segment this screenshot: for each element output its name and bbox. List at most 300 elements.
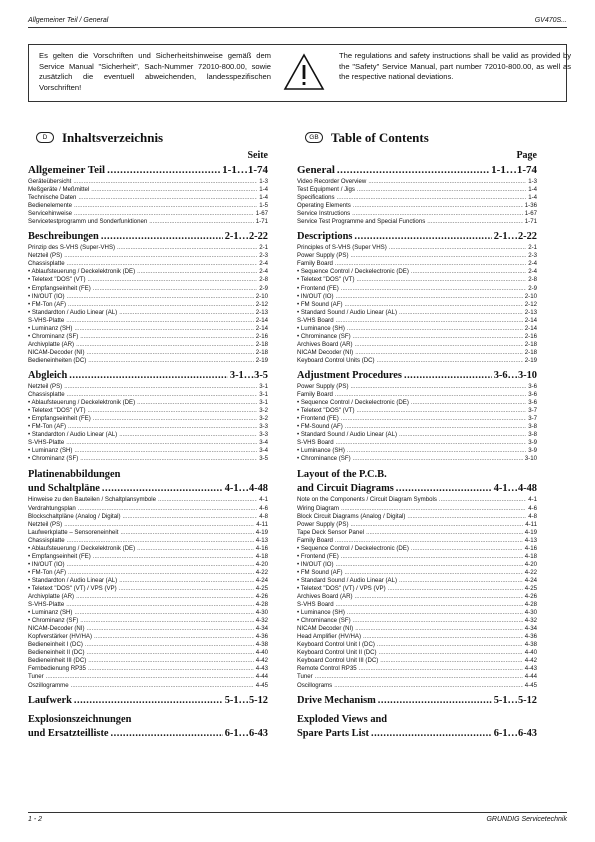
toc-entry — [28, 545, 268, 553]
toc-entry-label: Archives Board (AR) — [297, 340, 353, 348]
toc-entry — [297, 665, 537, 673]
toc-entry-label: Bedieneinheiten (DC) — [28, 356, 87, 364]
toc-entry-page: 2-19 — [524, 356, 537, 364]
section-title-line1: Layout of the P.C.B. — [297, 469, 387, 481]
dot-leader — [353, 202, 523, 210]
toc-entry-label: Tape Deck Sensor Panel — [297, 528, 365, 536]
section-title: und Schaltpläne — [28, 483, 100, 495]
toc-entry — [297, 569, 537, 577]
toc-entry-page: 2-4 — [259, 268, 268, 276]
dot-leader — [347, 609, 523, 617]
toc-entry-label: Bedieneinheit III (DC) — [28, 657, 87, 665]
toc-entry-label: • Empfangseinheit (FE) — [28, 415, 91, 423]
toc-entry — [28, 657, 268, 665]
toc-entry-page: 2-12 — [524, 300, 537, 308]
warning-triangle-icon — [283, 53, 325, 91]
toc-entry — [28, 186, 268, 194]
dot-leader — [68, 569, 254, 577]
dot-leader — [388, 585, 523, 593]
toc-entry — [28, 601, 268, 609]
dot-leader — [93, 285, 257, 293]
toc-entry-label: Test Equipment / Jigs — [297, 186, 355, 194]
toc-entry-label: S-VHS-Platte — [28, 316, 65, 324]
toc-entry-label: Family Board — [297, 536, 333, 544]
dot-leader — [120, 529, 253, 537]
toc-entry-page: 3-9 — [528, 439, 537, 447]
toc-entry-page: 4-16 — [255, 544, 268, 552]
toc-entry-label: • Ablaufsteuerung / Deckelektronik (DE) — [28, 544, 136, 552]
toc-entry — [297, 496, 537, 504]
toc-entry — [28, 521, 268, 529]
toc-entry-label: Chassisplatte — [28, 536, 65, 544]
toc-entry-label: Operating Elements — [297, 202, 351, 210]
toc-entry-label: • Ablaufsteuerung / Deckelektronik (DE) — [28, 268, 136, 276]
toc-entry-page: 3-8 — [528, 431, 537, 439]
toc-entry — [297, 210, 537, 218]
toc-entry — [297, 577, 537, 585]
toc-entry-label: Bedienelemente — [28, 202, 73, 210]
toc-entry-page: 2-4 — [259, 260, 268, 268]
dot-leader — [354, 229, 491, 244]
dot-leader — [87, 349, 254, 357]
toc-entry-label: • Luminance (SH) — [297, 447, 345, 455]
toc-entry-page: 1-4 — [259, 186, 268, 194]
toc-entry-page: 4-24 — [255, 576, 268, 584]
dot-leader — [399, 577, 523, 585]
dot-leader — [74, 210, 254, 218]
toc-entry-page: 1-67 — [524, 210, 537, 218]
toc-entry-page: 3-8 — [528, 423, 537, 431]
dot-leader — [80, 617, 254, 625]
toc-entry-label: Netzteil (PS) — [28, 252, 63, 260]
toc-entry-label: Principles of S-VHS (Super VHS) — [297, 244, 387, 252]
dot-leader — [119, 577, 254, 585]
toc-entry-label: Archives Board (AR) — [297, 593, 353, 601]
language-badge-gb: GB — [305, 132, 323, 143]
toc-entry-page: 2-10 — [255, 292, 268, 300]
section-title: Adjustment Procedures — [297, 369, 402, 381]
section-heading — [297, 726, 537, 741]
section-page-range: 2-1…2-22 — [224, 231, 268, 243]
toc-entry-label: • Empfangseinheit (FE) — [28, 284, 91, 292]
toc-entry — [297, 455, 537, 463]
toc-entry — [297, 673, 537, 681]
toc-entry-page: 4-36 — [255, 633, 268, 641]
toc-entry-page: 4-6 — [528, 504, 537, 512]
toc-entry — [28, 553, 268, 561]
dot-leader — [353, 617, 523, 625]
toc-entry-page: 4-28 — [524, 601, 537, 609]
toc-entry-page: 1-5 — [259, 202, 268, 210]
dot-leader — [67, 260, 258, 268]
dot-leader — [93, 553, 254, 561]
toc-entry — [28, 505, 268, 513]
toc-entry-page: 4-36 — [524, 633, 537, 641]
toc-entry — [297, 423, 537, 431]
toc-entry-label: • Teletext "DOS" (VT) — [297, 407, 355, 415]
dot-leader — [377, 641, 523, 649]
toc-entry-label: Archivplatte (AR) — [28, 593, 75, 601]
toc-entry-label: Blockschaltpläne (Analog / Digital) — [28, 512, 121, 520]
dot-leader — [353, 455, 523, 463]
toc-entry — [28, 537, 268, 545]
toc-entry — [297, 357, 537, 365]
toc-entry — [28, 496, 268, 504]
toc-entry-label: Fernbedienung RP35 — [28, 665, 86, 673]
dot-leader — [137, 545, 254, 553]
toc-entry — [297, 341, 537, 349]
dot-leader — [368, 178, 526, 186]
toc-entry-page: 4-34 — [524, 625, 537, 633]
toc-entry-page: 4-24 — [524, 576, 537, 584]
dot-leader — [78, 505, 257, 513]
toc-entry-label: • Chrominance (SF) — [297, 332, 351, 340]
toc-entry — [297, 641, 537, 649]
toc-entry-label: Verdrahtungsplan — [28, 504, 76, 512]
dot-leader — [315, 673, 523, 681]
toc-entry-page: 4-34 — [255, 625, 268, 633]
toc-entry-page: 1-67 — [255, 210, 268, 218]
footer-page-number: 1 - 2 — [28, 816, 43, 823]
toc-entry — [28, 617, 268, 625]
toc-entry-label: Tuner — [297, 673, 313, 681]
toc-entry-page: 1-3 — [259, 178, 268, 185]
toc-entry-page: 2-9 — [528, 284, 537, 292]
toc-entry-page: 3-4 — [259, 439, 268, 447]
toc-entry — [297, 617, 537, 625]
section-gap — [28, 463, 268, 466]
dot-leader — [336, 439, 527, 447]
toc-entry — [28, 202, 268, 210]
toc-entry-page: 2-16 — [524, 332, 537, 340]
dot-leader — [107, 163, 220, 178]
toc-entry-label: Bedieneinheit I (DC) — [28, 641, 83, 649]
toc-entry-page: 4-38 — [255, 641, 268, 649]
toc-entry — [297, 447, 537, 455]
toc-entry-page: 4-11 — [256, 520, 268, 528]
toc-entry-label: S-VHS Board — [297, 316, 334, 324]
dot-leader — [347, 325, 523, 333]
section-page-range: 5-1…5-12 — [224, 694, 268, 706]
toc-entry — [28, 431, 268, 439]
toc-entry-label: Service Instructions — [297, 210, 351, 218]
toc-entry-page: 2-1 — [528, 244, 537, 252]
dot-leader — [87, 625, 254, 633]
toc-entry — [28, 301, 268, 309]
header-left-text: Allgemeiner Teil / General — [28, 17, 109, 24]
dot-leader — [355, 341, 523, 349]
toc-entry-page: 4-22 — [524, 568, 537, 576]
toc-entry-label: Block Circuit Diagrams (Analog / Digital) — [297, 512, 406, 520]
toc-entry-page: 4-44 — [255, 673, 268, 681]
dot-leader — [67, 537, 254, 545]
section-heading — [297, 163, 537, 178]
toc-entry — [28, 178, 268, 186]
toc-entry-page: 2-12 — [255, 300, 268, 308]
dot-leader — [87, 276, 257, 284]
dot-leader — [427, 218, 523, 226]
section-title-line1: Exploded Views and — [297, 713, 388, 725]
dot-leader — [66, 439, 257, 447]
safety-notice-german: Es gelten die Vorschriften und Sicherheitshinweise gemäß dem Service Manual "Sicherheit", Sach-Nummer 72010-800.00, sowie zusätzlich die eventuell abweichenden, landesspezifischen Vorschriften! — [39, 51, 271, 92]
toc-entry-page: 4-13 — [255, 536, 268, 544]
toc-entry — [28, 513, 268, 521]
toc-entry — [297, 218, 537, 226]
dot-leader — [68, 423, 257, 431]
toc-entry-label: Servicehinweise — [28, 210, 73, 218]
toc-entry-page: 4-1 — [259, 496, 268, 504]
toc-entry — [28, 325, 268, 333]
toc-entry — [28, 383, 268, 391]
toc-entry-page: 4-26 — [524, 593, 537, 601]
toc-entry-label: • FM Sound (AF) — [297, 568, 343, 576]
dot-leader — [74, 325, 253, 333]
toc-entry-page: 3-10 — [524, 455, 537, 463]
toc-entry-label: • Luminance (SH) — [297, 609, 345, 617]
toc-entry — [297, 285, 537, 293]
toc-entry — [297, 301, 537, 309]
toc-entry — [297, 194, 537, 202]
contents-heading-german — [28, 130, 268, 148]
dot-leader — [94, 633, 254, 641]
toc-entry-page: 4-19 — [524, 528, 537, 536]
toc-entry-page: 1-4 — [259, 194, 268, 202]
toc-entry-label: • Luminanz (SH) — [28, 447, 73, 455]
toc-entry-label: Family Board — [297, 260, 333, 268]
toc-entry — [297, 553, 537, 561]
toc-entry — [28, 585, 268, 593]
section-heading — [28, 163, 268, 178]
section-heading — [297, 229, 537, 244]
dot-leader — [396, 481, 492, 496]
toc-entry-page: 4-32 — [255, 617, 268, 625]
dot-leader — [407, 513, 526, 521]
toc-entry — [28, 391, 268, 399]
toc-entry-label: • Luminanz (SH) — [28, 609, 73, 617]
toc-entry-label: S-VHS Board — [297, 439, 334, 447]
toc-entry — [297, 521, 537, 529]
toc-entry-label: NICAM-Decoder (NI) — [28, 348, 85, 356]
toc-entry-page: 2-9 — [259, 284, 268, 292]
toc-entry-label: • Frontend (FE) — [297, 552, 339, 560]
toc-entry-page: 2-10 — [524, 292, 537, 300]
toc-entry — [28, 415, 268, 423]
dot-leader — [85, 641, 254, 649]
toc-entry-page: 4-11 — [525, 520, 537, 528]
toc-entry-label: Netzteil (PS) — [28, 520, 63, 528]
toc-entry-page: 2-13 — [255, 308, 268, 316]
toc-entry-page: 2-19 — [255, 356, 268, 364]
dot-leader — [78, 194, 257, 202]
toc-entry-page: 4-25 — [255, 584, 268, 592]
toc-entry-label: Oszillogramme — [28, 681, 69, 689]
dot-leader — [347, 447, 526, 455]
toc-entry-page: 3-1 — [259, 391, 268, 399]
toc-entry — [28, 309, 268, 317]
page-column-label-german: Seite — [247, 150, 268, 161]
section-page-range: 4-1…4-48 — [493, 483, 537, 495]
toc-entry-label: • Teletext "DOS" (VT) — [297, 276, 355, 284]
toc-entry — [297, 415, 537, 423]
dot-leader — [371, 726, 492, 741]
toc-entry-page: 3-7 — [528, 407, 537, 415]
section-page-range: 4-1…4-48 — [224, 483, 268, 495]
toc-entry — [297, 349, 537, 357]
toc-entry — [28, 439, 268, 447]
section-page-range: 1-1…1-74 — [222, 164, 268, 176]
section-title: General — [297, 164, 335, 176]
toc-entry-page: 4-20 — [255, 560, 268, 568]
toc-entry-page: 4-40 — [524, 649, 537, 657]
toc-entry-page: 4-18 — [524, 552, 537, 560]
toc-entry-page: 3-9 — [528, 447, 537, 455]
toc-entry-label: Kopfverstärker (HV/HA) — [28, 633, 92, 641]
dot-leader — [366, 529, 523, 537]
toc-entry — [297, 244, 537, 252]
dot-leader — [64, 252, 257, 260]
dot-leader — [399, 431, 526, 439]
toc-entry — [297, 407, 537, 415]
toc-entry-page: 2-1 — [259, 244, 268, 252]
toc-entry-page: 2-14 — [255, 324, 268, 332]
page-column-label-english: Page — [516, 150, 537, 161]
section-title: Beschreibungen — [28, 231, 99, 243]
section-title-line1: Explosionszeichnungen — [28, 713, 132, 725]
toc-entry — [28, 455, 268, 463]
dot-leader — [352, 210, 523, 218]
dot-leader — [359, 665, 523, 673]
dot-leader — [350, 383, 526, 391]
toc-entry — [297, 431, 537, 439]
toc-entry-page: 2-18 — [524, 348, 537, 356]
toc-entry — [28, 244, 268, 252]
toc-entry — [28, 357, 268, 365]
toc-entry-page: 4-42 — [255, 657, 268, 665]
toc-entry — [28, 649, 268, 657]
toc-entry — [28, 593, 268, 601]
section-list-english — [297, 163, 537, 741]
dot-leader — [377, 357, 523, 365]
toc-entry-label: Chassisplatte — [28, 391, 65, 399]
dot-leader — [91, 186, 257, 194]
toc-entry-page: 2-8 — [528, 276, 537, 284]
dot-leader — [73, 178, 257, 186]
toc-entry-page: 4-19 — [255, 528, 268, 536]
dot-leader — [68, 301, 254, 309]
toc-entry — [297, 252, 537, 260]
toc-entry — [297, 625, 537, 633]
toc-entry-page: 4-43 — [255, 665, 268, 673]
safety-notice-english: The regulations and safety instructions shall be valid as provided by the "Safety" Service Manual, part number 72010-800.00, as well as the respective national deviations. — [339, 51, 571, 82]
toc-entry-label: • Standard Sound / Audio Linear (AL) — [297, 308, 398, 316]
toc-entry-page: 2-14 — [255, 316, 268, 324]
toc-entry-label: • Standard Sound / Audio Linear (AL) — [297, 431, 398, 439]
dot-leader — [76, 593, 254, 601]
toc-entry-label: Keyboard Control Unit I (DC) — [297, 641, 375, 649]
toc-entry — [297, 609, 537, 617]
toc-entry — [28, 341, 268, 349]
toc-entry-label: NICAM-Decoder (NI) — [28, 625, 85, 633]
dot-leader — [379, 649, 523, 657]
dot-leader — [102, 481, 223, 496]
dot-leader — [117, 244, 257, 252]
toc-entry-page: 2-16 — [255, 332, 268, 340]
section-page-range: 3-1…3-5 — [229, 369, 268, 381]
dot-leader — [80, 333, 254, 341]
dot-leader — [341, 415, 526, 423]
toc-entry-label: Wiring Diagram — [297, 504, 339, 512]
section-heading — [28, 368, 268, 383]
dot-leader — [356, 276, 526, 284]
dot-leader — [101, 229, 223, 244]
toc-entry — [297, 545, 537, 553]
toc-entry-label: Servicetestprogramm und Sonderfunktionen — [28, 218, 148, 226]
toc-entry-label: Remote Control RP35 — [297, 665, 357, 673]
toc-entry-page: 1-4 — [528, 194, 537, 202]
toc-entry-page: 4-13 — [524, 536, 537, 544]
toc-entry — [28, 569, 268, 577]
section-title: Drive Mechanism — [297, 694, 376, 706]
section-gap — [297, 708, 537, 711]
toc-entry-page: 4-30 — [255, 609, 268, 617]
section-heading — [28, 229, 268, 244]
toc-entry-page: 4-20 — [524, 560, 537, 568]
dot-leader — [411, 399, 526, 407]
toc-entry-label: • Frontend (FE) — [297, 284, 339, 292]
dot-leader — [335, 391, 526, 399]
toc-entry — [297, 186, 537, 194]
dot-leader — [399, 309, 523, 317]
toc-entry-label: Power Supply (PS) — [297, 520, 349, 528]
toc-entry-label: • Empfangseinheit (FE) — [28, 552, 91, 560]
dot-leader — [66, 601, 254, 609]
toc-entry — [28, 609, 268, 617]
toc-entry-label: • Chrominanz (SF) — [28, 455, 79, 463]
toc-entry-page: 2-4 — [528, 268, 537, 276]
toc-entry — [28, 447, 268, 455]
toc-entry-page: 3-6 — [528, 382, 537, 390]
toc-entry-page: 2-14 — [524, 324, 537, 332]
toc-entry — [28, 194, 268, 202]
dot-leader — [74, 202, 257, 210]
toc-entry — [28, 423, 268, 431]
dot-leader — [345, 423, 526, 431]
toc-entry — [297, 276, 537, 284]
toc-entry-label: • Chrominance (SF) — [297, 617, 351, 625]
toc-entry-label: Hinweise zu den Bauteilen / Schaltplansymbole — [28, 496, 157, 504]
toc-entry-label: Keyboard Control Unit III (DC) — [297, 657, 379, 665]
section-page-range: 5-1…5-12 — [493, 694, 537, 706]
toc-entry-label: Head Amplifier (HV/HA) — [297, 633, 362, 641]
toc-entry — [297, 391, 537, 399]
toc-entry-page: 4-8 — [528, 512, 537, 520]
dot-leader — [336, 561, 523, 569]
toc-entry — [297, 601, 537, 609]
toc-entry — [297, 178, 537, 186]
section-heading — [297, 481, 537, 496]
toc-entry-label: Service Test Programme and Special Functions — [297, 218, 426, 226]
dot-leader — [341, 505, 526, 513]
toc-entry — [297, 317, 537, 325]
toc-entry-label: • Teletext "DOS" (VT) / VPS (VP) — [28, 584, 117, 592]
contents-title-german: Inhaltsverzeichnis — [62, 130, 164, 145]
toc-entry-label: Note on the Components / Circuit Diagram Symbols — [297, 496, 437, 504]
toc-entry — [28, 665, 268, 673]
toc-entry-label: • Teletext "DOS" (VT) — [28, 407, 86, 415]
dot-leader — [357, 186, 526, 194]
dot-leader — [439, 496, 526, 504]
toc-entry-page: 3-3 — [259, 431, 268, 439]
